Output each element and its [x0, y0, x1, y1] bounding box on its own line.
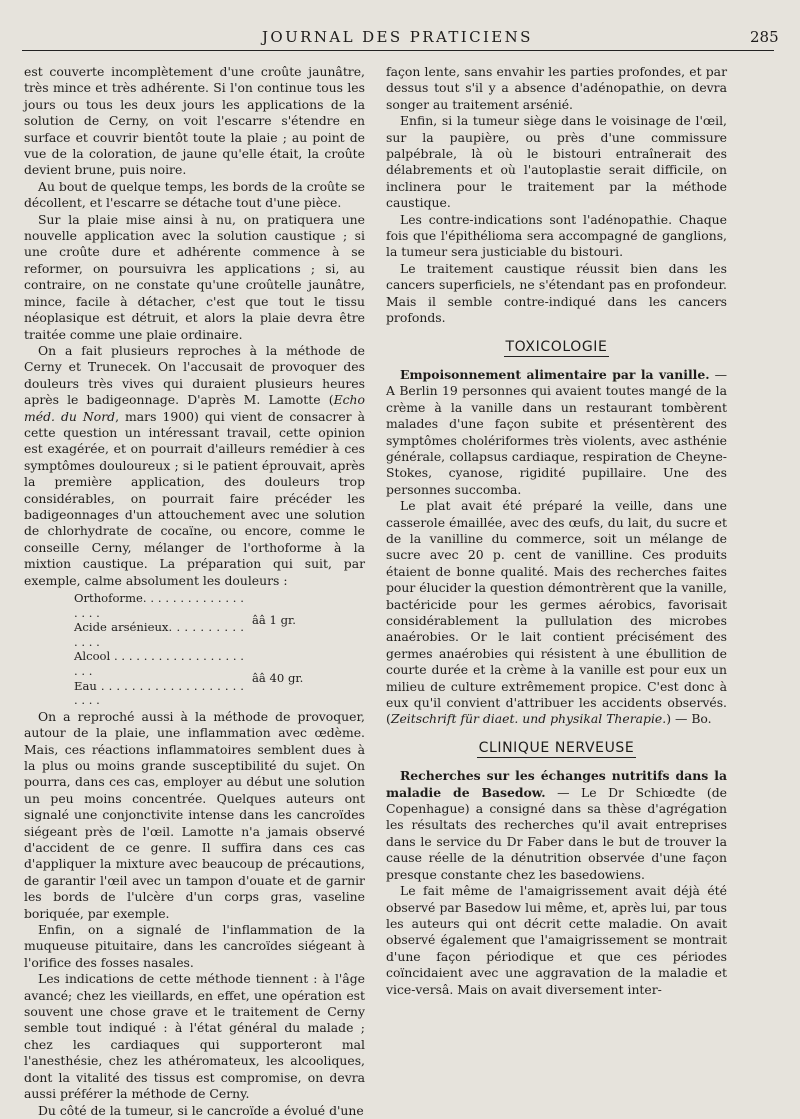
left-column — [24, 64, 365, 1119]
text-run: On a fait plusieurs reproches à la méthode de Cerny et Trunecek. On l'accusait de provoquer des douleurs très vives qui duraient plusieurs heures après le badigeonnage. D'après M. Lamotte ( — [24, 342, 365, 408]
text-run: Le plat avait été préparé la veille, dans une casserole émaillée, avec des œufs, du lait, du sucre et de la vanilline du commerce, soit un mélange de sucre avec 20 p. cent de vanilline. Ces produits étaient de bonne qualité. Mais des recherches faites pour élucider la question démontrèrent que la vanille, bactéricide pour les germes aérobics, favorisait considérablement la pullulation des microbes anaérobies. Or le lait contient précisément des germes anaérobies qui résistent à une ébullition de courte durée et la crème à la vanille est pour eux un milieu de culture extrêmement propice. C'est donc à eux qu'il convient d'attribuer les accidents observés. ( — [386, 498, 727, 727]
section-heading-clinique-nerveuse — [386, 740, 727, 758]
recipe-ingredients — [74, 591, 244, 649]
section-heading-toxicologie — [386, 339, 727, 357]
paragraph: Le traitement caustique réussit bien dans les cancers superficiels, ne s'étendant pas en profondeur. Mais il semble contre-indiqué dans les cancers profonds. — [386, 260, 727, 326]
paragraph: Enfin, si la tumeur siège dans le voisinage de l'œil, sur la paupière, ou près d'une commissure palpébrale, là où le bistouri entraînerait des délabrements et où l'autoplastie serait difficile, on inclinera pour le traitement par la méthode caustique. — [386, 113, 727, 211]
paragraph: Le fait même de l'amaigrissement avait déjà été observé par Basedow lui même, et, après lui, par tous les auteurs qui ont décrit cette maladie. On avait observé également que l'amaigrissement se montrait d'une façon périodique et que ces périodes coïncidaient avec une aggravation de la maladie et vice-versâ. Mais on avait diversement inter- — [386, 883, 727, 997]
article-title: Empoisonnement alimentaire par la vanille. — [400, 366, 710, 382]
citation: Echo méd. du Nord — [24, 392, 365, 424]
recipe-line: Acide arsénieux. . . . . . . . . . . . . . — [74, 620, 244, 649]
recipe-line: Orthoforme. . . . . . . . . . . . . . . . . . — [74, 591, 244, 620]
page-number: 285 — [750, 28, 779, 46]
right-column — [386, 64, 727, 998]
article-title: Recherches sur les échanges nutritifs dans la maladie de Basedow. — [386, 768, 727, 800]
paragraph: Sur la plaie mise ainsi à nu, on pratiquera une nouvelle application avec la solution caustique ; si une croûte dure et adhérente commence à se reformer, on poursuivra les applications ; si, au contraire, on ne constate qu'une croûtelle jaunâtre, mince, facile à détacher, c'est que tout le tissu néoplasique est détruit, et alors la plaie devra être traitée comme une plaie ordinaire. — [24, 211, 365, 342]
recipe-dose: ââ 1 gr. — [252, 612, 296, 627]
paragraph: façon lente, sans envahir les parties profondes, et par dessus tout s'il y a absence d'adénopathie, on devra songer au traitement arsénié. — [386, 64, 727, 112]
text-run: , mars 1900) qui vient de consacrer à cette question un intéressant travail, cette opinion est exagérée, et on pourrait d'ailleurs remédier à ces symptômes douloureux ; si le patient éprouvait, après la première application, des douleurs trop considérables, on pourrait faire précéder les badigeonnages d'un attouchement avec une solution de chlorhydrate de cocaïne, ou encore, comme le conseille Cerny, mélanger de l'orthoforme à la mixtion caustique. La préparation qui suit, par exemple, calme absolument les douleurs : — [24, 408, 365, 588]
paragraph: Les contre-indications sont l'adénopathie. Chaque fois que l'épithélioma sera accompagné de ganglions, la tumeur sera justiciable du bistouri. — [386, 211, 727, 260]
recipe-group — [74, 591, 365, 649]
recipe-line: Eau . . . . . . . . . . . . . . . . . . . . . . . — [74, 678, 244, 708]
paragraph: est couverte incomplètement d'une croûte jaunâtre, très mince et très adhérente. Si l'on continue tous les jours ou tous les deux jours les applications de la solution de Cerny, on voit l'escarre s'étendre en surface et couvrir bientôt toute la plaie ; au point de vue de la coloration, de jaune qu'elle était, la croûte devient brune, puis noire. — [24, 64, 365, 178]
paragraph — [386, 367, 727, 498]
recipe — [74, 591, 365, 708]
section-title: CLINIQUE NERVEUSE — [477, 740, 637, 758]
recipe-line: Alcool . . . . . . . . . . . . . . . . . . . . . — [74, 649, 244, 678]
text-run: — Le Dr Schiœdte (de Copenhague) a consigné dans sa thèse d'agrégation les résultats des recherches qu'il avait entreprises dans le service du Dr Faber dans le but de trouver la cause réelle de la dénutrition observée d'une façon presque constante chez les basedowiens. — [386, 784, 727, 882]
paragraph — [24, 343, 365, 589]
running-header — [0, 28, 800, 48]
paragraph: On a reproché aussi à la méthode de provoquer, autour de la plaie, une inflammation avec œdème. Mais, ces réactions inflammatoires semblent dues à la plus ou moins grande susceptibilité du sujet. On pourra, dans ces cas, employer au début une solution un peu moins concentrée. Quelques auteurs ont signalé une conjonctivite intense dans les cancroïdes siégeant près de l'œil. Lamotte n'a jamais observé d'accident de ce genre. Il suffira dans ces cas d'appliquer la mixture avec beaucoup de précautions, de garantir l'œil avec un tampon d'ouate et de garnir les bords de l'ulcère d'un corps gras, vaseline boriquée, par exemple. — [24, 708, 365, 921]
citation: Zeitschrift für diaet. und physikal Therapie. — [390, 711, 667, 727]
text-run: — A Berlin 19 personnes qui avaient toutes mangé de la crème à la vanille dans un restaurant tombèrent malades d'une façon subite et présentèrent des symptômes cholériformes très violents, avec asthénie générale, collapsus cardiaque, respiration de Cheyne-Stokes, cyanose, rigidité pupillaire. Une des personnes succomba. — [386, 366, 727, 497]
recipe-group — [74, 649, 365, 707]
recipe-ingredients — [74, 649, 244, 707]
journal-title: JOURNAL DES PRATICIENS — [262, 28, 533, 46]
paragraph — [386, 498, 727, 728]
paragraph: Les indications de cette méthode tiennent : à l'âge avancé; chez les vieillards, en effet, une opération est souvent une chose grave et le traitement de Cerny semble tout indiqué : à l'état général du malade ; chez les cardiaques qui supporteront mal l'anesthésie, chez les athéromateux, les alcooliques, dont la vitalité des tissus est compromise, on devra aussi préférer la méthode de Cerny. — [24, 971, 365, 1102]
header-rule — [22, 50, 774, 51]
section-title: TOXICOLOGIE — [504, 339, 610, 357]
paragraph — [386, 768, 727, 883]
paragraph: Du côté de la tumeur, si le cancroïde a évolué d'une — [38, 1102, 364, 1118]
paragraph: Enfin, on a signalé de l'inflammation de la muqueuse pituitaire, dans les cancroïdes siégeant à l'orifice des fosses nasales. — [24, 922, 365, 970]
text-run: ) — Bo. — [666, 711, 712, 727]
paragraph: Au bout de quelque temps, les bords de la croûte se décollent, et l'escarre se détache tout d'une pièce. — [24, 178, 365, 211]
recipe-dose: ââ 40 gr. — [252, 671, 304, 686]
